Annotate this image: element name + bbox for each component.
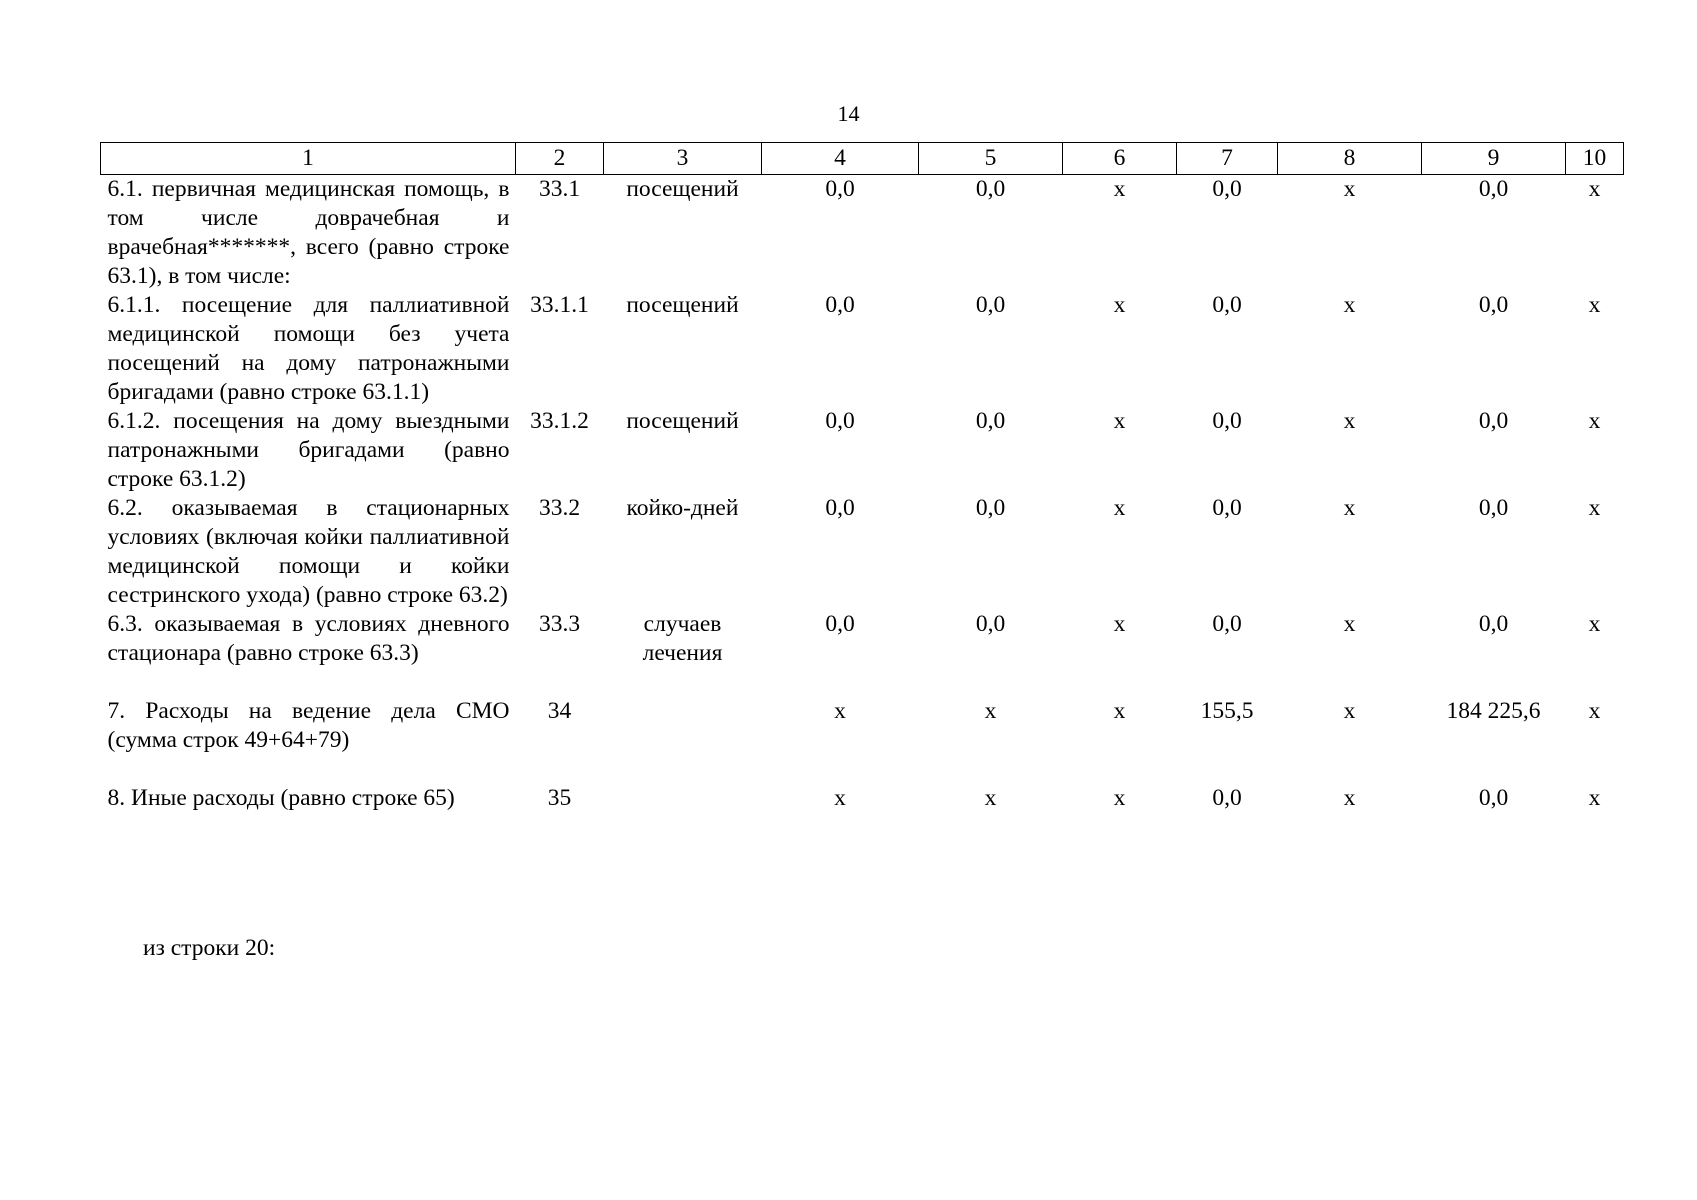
row-unit: койко-дней [626,495,739,521]
cell-col4: х [834,698,846,724]
cell-col5: 0,0 [975,408,1006,434]
cell-col9: 0,0 [1478,785,1509,811]
cell-col8: х [1343,176,1356,202]
row-description: 6.1.1. посещение для паллиативной медицинской помощи без учета посещений на дому патронажными бригадами (равно строке 63.1.1) [107,292,510,405]
cell-col9: 0,0 [1478,408,1509,434]
table-row [101,494,1624,610]
cell-col8: х [1343,495,1356,521]
cell-col9: 0,0 [1478,611,1509,637]
row-description: 6.3. оказываемая в условиях дневного стационара (равно строке 63.3) [107,611,510,666]
cell-col6: х [1113,176,1126,202]
cell-col9: 0,0 [1478,176,1509,202]
cell-col9: 0,0 [1478,495,1509,521]
column-header: 3 [604,143,762,175]
row-unit [604,755,762,813]
cell-col10: х [1588,408,1601,434]
cell-col10: х [1588,785,1601,811]
row-description: 8. Иные расходы (равно строке 65) [107,785,455,811]
cell-col6: х [1113,495,1126,521]
column-header: 4 [762,143,919,175]
row-unit: посещений [626,176,739,202]
row-code: 34 [547,698,572,724]
cell-col7: 0,0 [1212,408,1242,434]
cell-col8: х [1343,785,1356,811]
row-description: 6.2. оказываемая в стационарных условиях (включая койки паллиативной медицинской помощи и койки сестринского ухода) (равно строке 63.2) [107,495,510,608]
column-header: 9 [1422,143,1566,175]
cell-col4: 0,0 [825,292,855,318]
cell-col10: х [1588,698,1601,724]
cell-col9: 184 225,6 [1446,698,1541,724]
cell-col4: х [834,785,846,811]
column-header: 5 [919,143,1063,175]
row-code: 33.1 [538,176,581,202]
cell-col8: х [1343,611,1356,637]
cell-col6: х [1113,611,1126,637]
cell-col8: х [1343,292,1356,318]
row-unit: посещений [626,292,739,318]
column-header: 1 [101,143,516,175]
cell-col10: х [1588,292,1601,318]
table-row [101,610,1624,668]
page-number: 14 [837,101,860,126]
cell-col6: х [1113,408,1126,434]
row-code: 33.2 [538,495,581,521]
table-header-row [101,143,1624,175]
table-row [101,175,1624,292]
cell-col5: х [984,785,997,811]
cell-col5: х [984,698,997,724]
cell-col4: 0,0 [825,408,855,434]
table-row [101,407,1624,494]
footer-note: из строки 20: [143,935,276,961]
cell-col7: 0,0 [1212,785,1242,811]
cell-col7: 0,0 [1212,176,1242,202]
row-code: 33.1.2 [530,408,589,434]
column-header: 2 [516,143,604,175]
cell-col10: х [1588,176,1601,202]
row-description: 6.1. первичная медицинская помощь, в том числе доврачебная и врачебная*******, всего (равно строке 63.1), в том числе: [107,176,510,289]
cell-col6: х [1113,292,1126,318]
cell-col7: 0,0 [1212,495,1242,521]
row-code: 33.1.1 [530,292,589,318]
cell-col10: х [1588,611,1601,637]
data-table [100,142,1624,813]
row-unit [604,668,762,755]
column-header: 8 [1278,143,1422,175]
cell-col6: х [1113,785,1126,811]
cell-col7: 155,5 [1200,698,1254,724]
cell-col7: 0,0 [1212,611,1242,637]
row-code: 33.3 [538,611,581,637]
row-code: 35 [547,785,572,811]
table-row [101,668,1624,755]
cell-col7: 0,0 [1212,292,1242,318]
table-row [101,755,1624,813]
cell-col4: 0,0 [825,176,855,202]
cell-col5: 0,0 [975,176,1006,202]
cell-col8: х [1343,408,1356,434]
column-header: 6 [1063,143,1177,175]
table-row [101,291,1624,407]
cell-col4: 0,0 [825,611,855,637]
cell-col8: х [1343,698,1356,724]
cell-col9: 0,0 [1478,292,1509,318]
row-unit: случаев лечения [642,611,723,666]
row-unit: посещений [626,408,739,434]
column-header: 7 [1177,143,1278,175]
row-description: 7. Расходы на ведение дела СМО (сумма строк 49+64+79) [107,698,510,753]
cell-col5: 0,0 [975,611,1006,637]
cell-col5: 0,0 [975,495,1006,521]
cell-col4: 0,0 [825,495,855,521]
row-description: 6.1.2. посещения на дому выездными патронажными бригадами (равно строке 63.1.2) [107,408,510,492]
column-header: 10 [1566,143,1624,175]
cell-col10: х [1588,495,1601,521]
cell-col6: х [1113,698,1126,724]
cell-col5: 0,0 [975,292,1006,318]
